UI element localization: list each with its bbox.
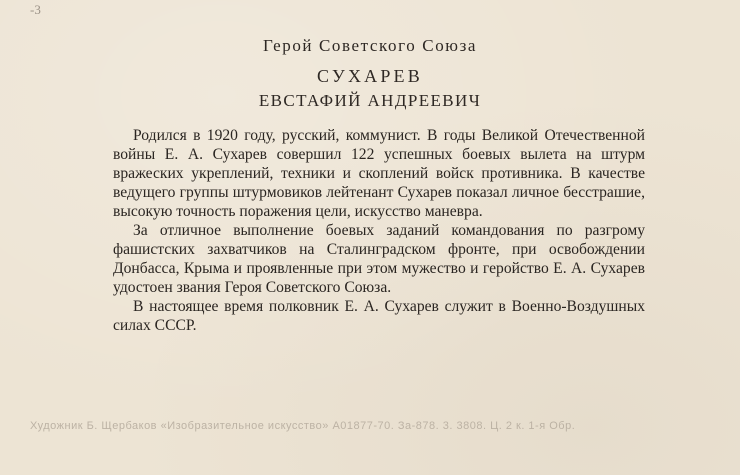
biography-text bbox=[113, 126, 645, 335]
biography-paragraph-2: За отличное выполнение боевых заданий командования по разгрому фашистских захватчиков на Сталинградском фронте, при освобождении Донбасса, Крыма и проявленные при этом мужество и геройство Е. А. Сухарев удостоен звания Героя Советского Союза. bbox=[113, 222, 645, 296]
hero-name: ЕВСТАФИЙ АНДРЕЕВИЧ bbox=[258, 91, 482, 110]
hero-title: Герой Советского Союза bbox=[262, 36, 478, 55]
corner-mark: -3 bbox=[30, 2, 41, 17]
biography-paragraph-1: Родился в 1920 году, русский, коммунист. В годы Великой Отечественной войны Е. А. Сухарев совершил 122 успешных боевых вылета на штурм вражеских укреплений, техники и скоплений войск противника. В качестве ведущего группы штурмовиков лейтенант Сухарев показал личное бесстрашие, высокую точность поражения цели, искусство маневра. bbox=[113, 127, 645, 220]
biography-paragraph-3: В настоящее время полковник Е. А. Сухарев служит в Военно-Воздушных силах СССР. bbox=[113, 298, 645, 334]
imprint-footer: Художник Б. Щербаков «Изобразительное искусство» А01877-70. За-878. 3. 3808. Ц. 2 к. 1-я Обр. bbox=[30, 420, 576, 432]
hero-surname: СУХАРЕВ bbox=[317, 66, 423, 86]
